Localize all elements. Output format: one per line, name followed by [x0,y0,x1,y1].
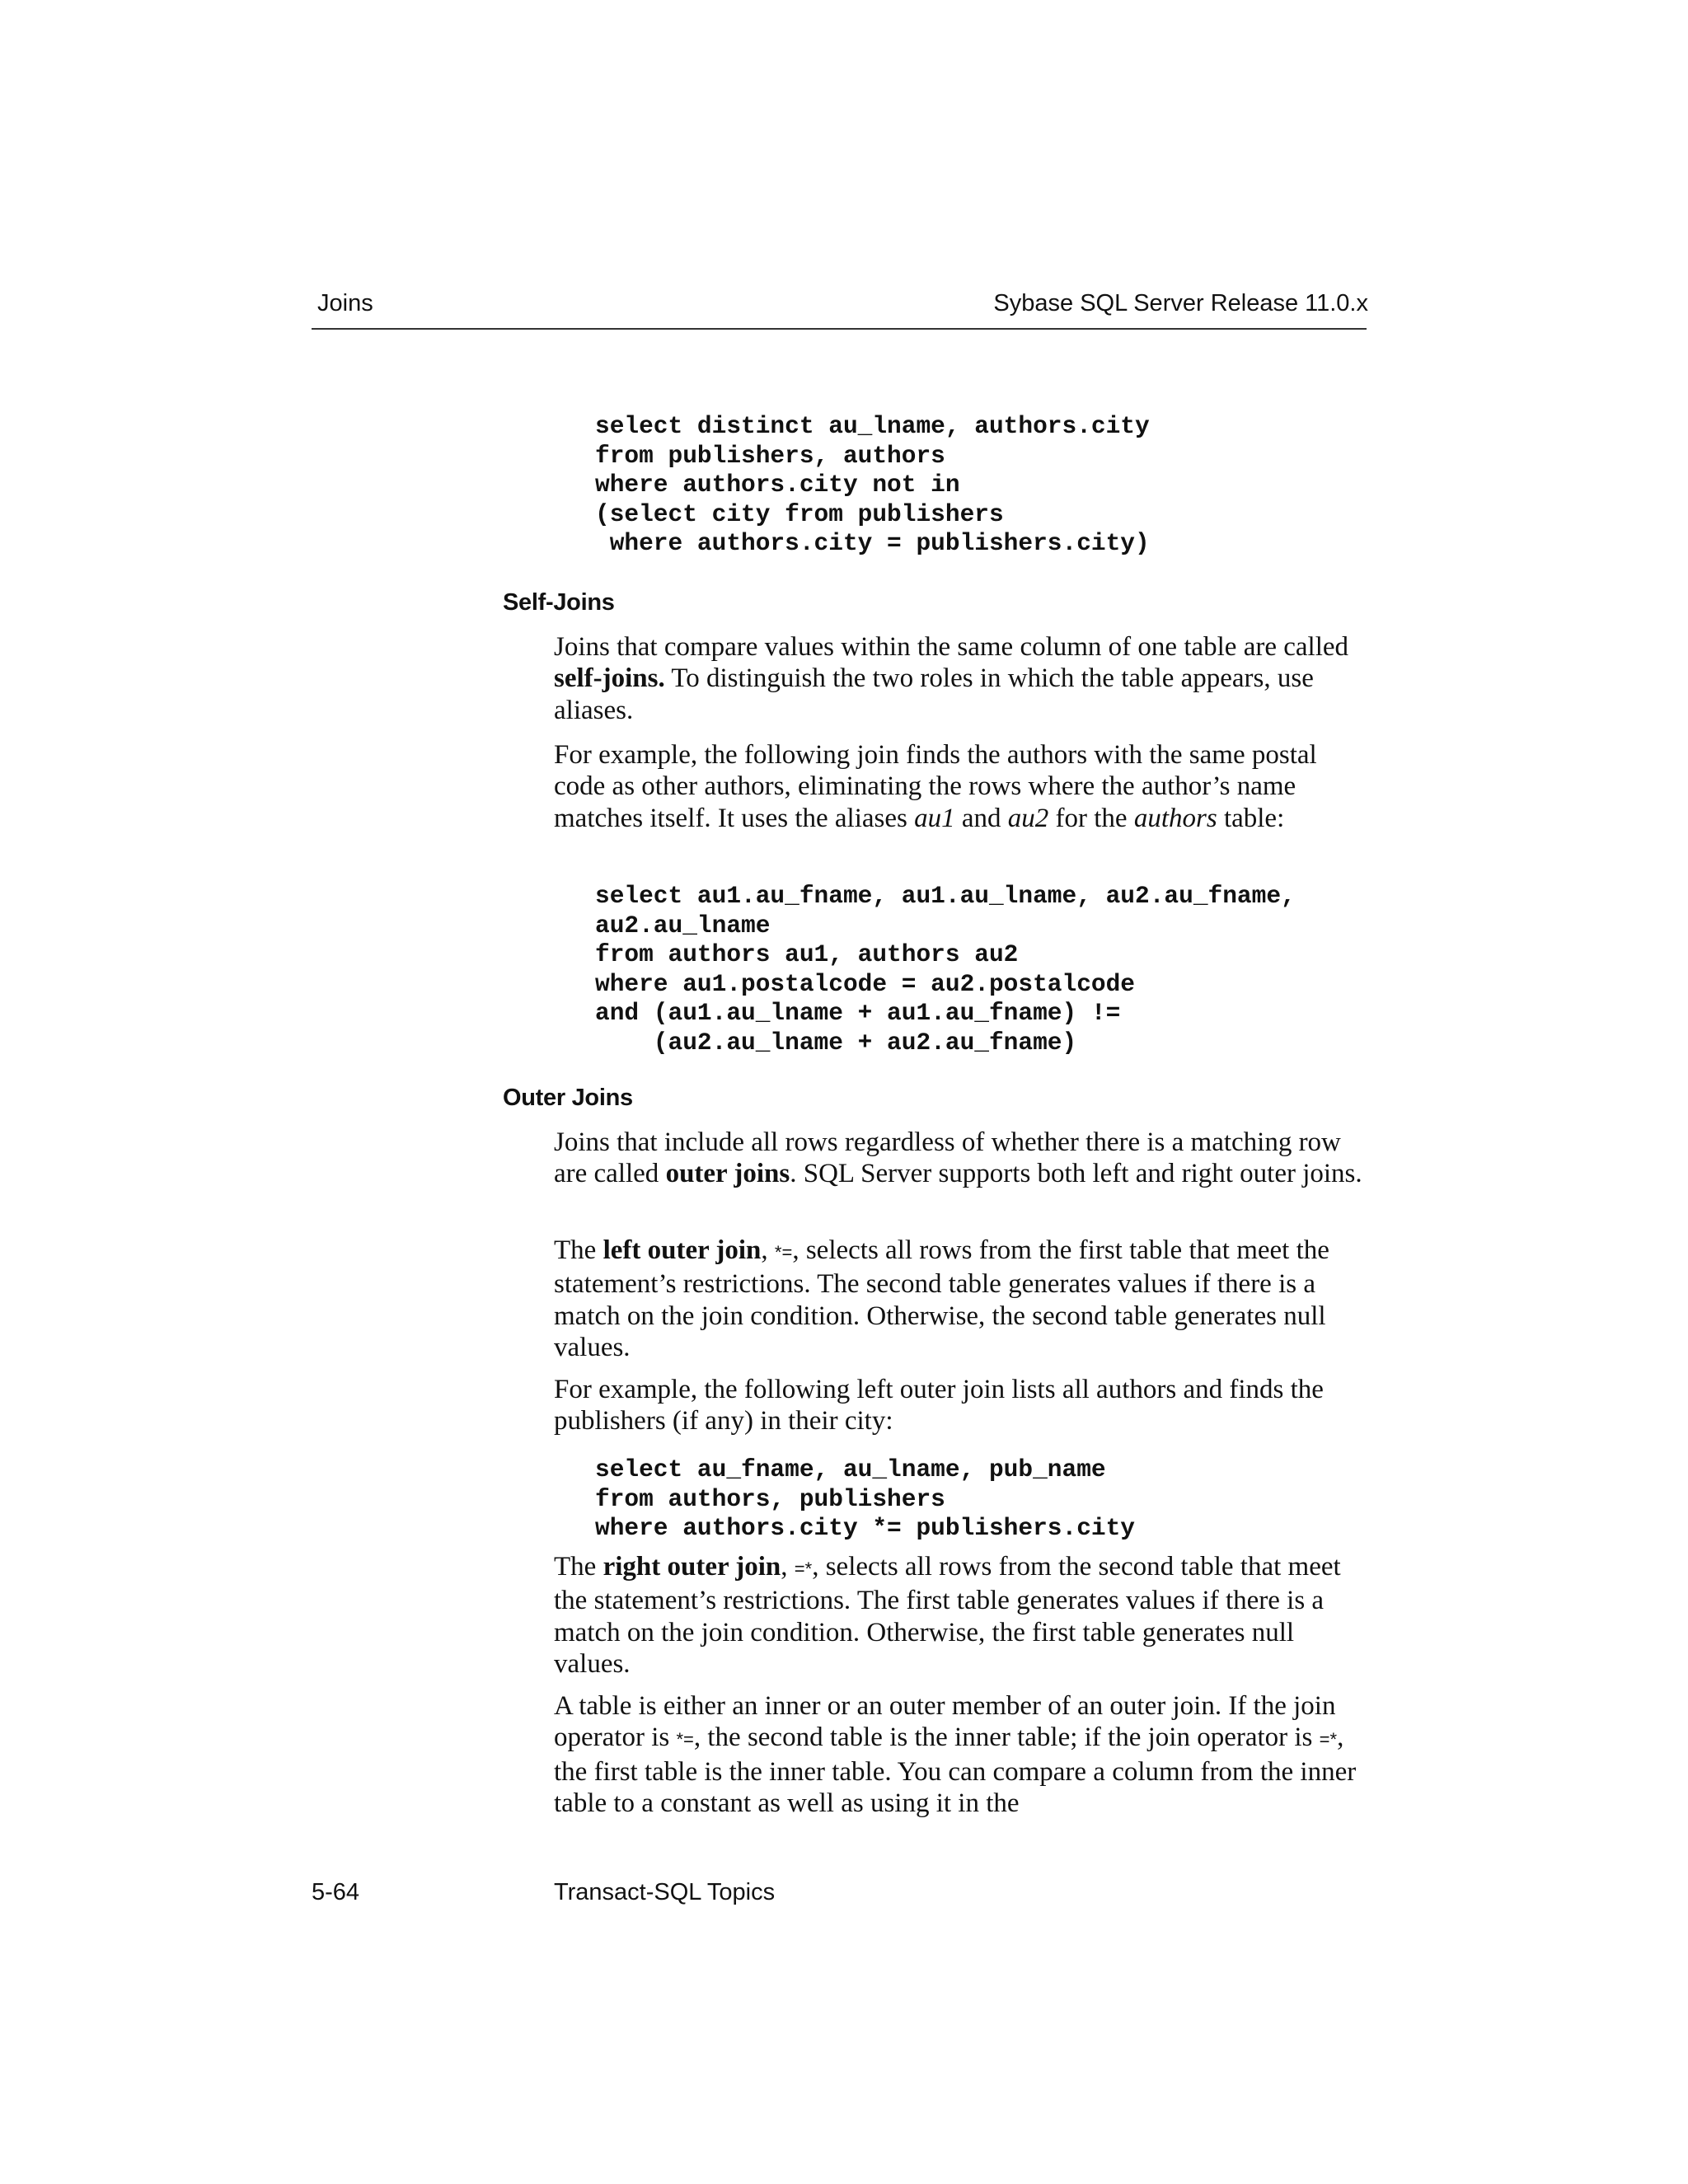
section-heading-outer-joins: Outer Joins [503,1085,633,1111]
text-run: For example, the following join finds the authors with the same postal code as other authors, eliminating the rows where the author’s name matches itself. It uses the aliases [554,740,1317,833]
text-run: for the [1048,803,1134,833]
code-block-subquery-example: select distinct au_lname, authors.city from publishers, authors where authors.city not in (select city from publishers where authors.city = publishers.city) [595,412,1150,557]
footer-book-title: Transact-SQL Topics [554,1879,776,1905]
operator-left-outer: *= [676,1729,694,1750]
text-run: , the first table is the inner table. You can compare a column from the inner table to a constant as well as using it in the [554,1722,1357,1818]
operator-left-outer: *= [774,1242,793,1263]
text-run: , [781,1552,795,1582]
table-name-authors: authors [1133,803,1217,833]
alias-au1: au1 [914,803,955,833]
text-run: , selects all rows from the first table that meet the statement’s restrictions. The second table generates values if there is a match on the join condition. Otherwise, the second table generates null values. [554,1235,1329,1362]
text-run: table: [1217,803,1285,833]
operator-right-outer: =* [1319,1729,1338,1750]
text-run: The [554,1552,603,1582]
paragraph-right-outer-join [554,1551,1370,1680]
running-header-product: Sybase SQL Server Release 11.0.x [993,290,1368,316]
text-run: , [761,1235,775,1265]
term-self-joins: self-joins. [554,663,665,694]
text-run: Joins that compare values within the same column of one table are called [554,632,1349,662]
text-run: and [954,803,1008,833]
page-number: 5-64 [312,1879,360,1905]
code-block-self-join-example: select au1.au_fname, au1.au_lname, au2.au_fname, au2.au_lname from authors au1, authors au2 where au1.postalcode = au2.postalcode and (au1.au_lname + au1.au_fname) != (au2.au_lname + au2.au_fname) [595,882,1296,1057]
code-block-left-outer-join-example: select au_fname, au_lname, pub_name from authors, publishers where authors.city *= publishers.city [595,1455,1136,1542]
paragraph-outer-joins-definition [554,1127,1370,1190]
paragraph-self-joins-definition [554,631,1370,726]
paragraph-left-outer-join-example: For example, the following left outer join lists all authors and finds the publishers (if any) in their city: [554,1375,1324,1436]
text-run: , the second table is the inner table; if the join operator is [693,1722,1320,1753]
header-rule [312,328,1367,330]
paragraph-self-joins-example [554,739,1370,834]
section-heading-self-joins: Self-Joins [503,589,615,616]
paragraph-inner-outer-member [554,1690,1370,1819]
term-right-outer-join: right outer join [603,1552,781,1582]
term-outer-joins: outer joins [665,1159,790,1189]
alias-au2: au2 [1007,803,1049,833]
text-run: To distinguish the two roles in which the table appears, use aliases. [554,663,1314,725]
text-run: . SQL Server supports both left and right outer joins. [790,1159,1362,1189]
text-run: , selects all rows from the second table that meet the statement’s restrictions. The first table generates values if there is a match on the join condition. Otherwise, the first table generates null values. [554,1552,1341,1679]
term-left-outer-join: left outer join [603,1235,762,1265]
running-header-chapter: Joins [317,290,373,316]
text-run: The [554,1235,603,1265]
text-run: Joins that include all rows regardless of whether there is a matching row are called [554,1127,1341,1189]
text-run: A table is either an inner or an outer member of an outer join. If the join operator is [554,1691,1336,1753]
operator-right-outer: =* [794,1558,813,1579]
paragraph-left-outer-join [554,1235,1370,1363]
